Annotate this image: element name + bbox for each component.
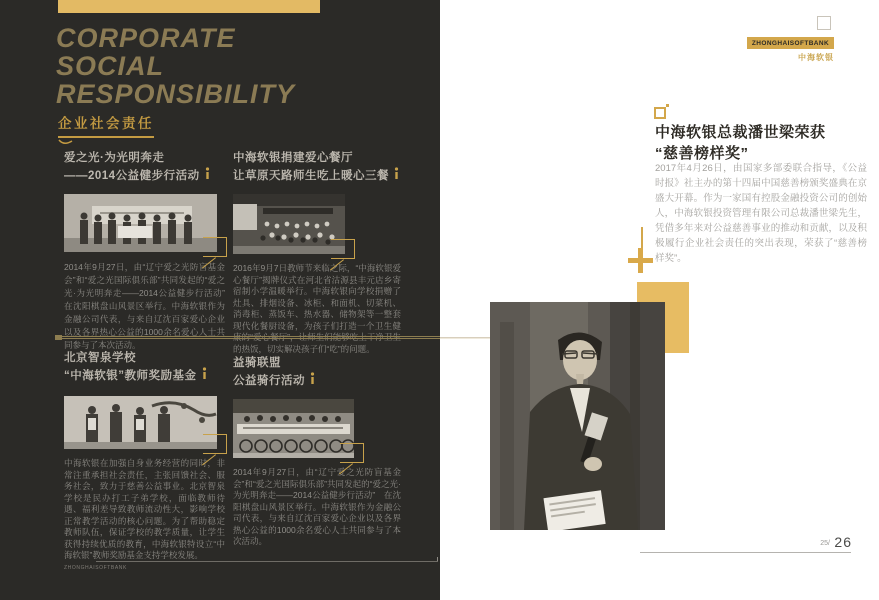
- photo-canteen-image: [233, 194, 345, 254]
- article-teacher-fund: [64, 350, 225, 562]
- brand-badge-plate: ZHONGHAISOFTBANK: [747, 37, 834, 49]
- photo-corner-bracket-icon: [203, 434, 227, 454]
- article-marker-icon: [201, 367, 208, 385]
- page-title-line3: RESPONSIBILITY: [56, 79, 296, 109]
- photo-school-image: [64, 396, 217, 449]
- page-title-line1: CORPORATE: [56, 23, 236, 53]
- photo-walkathon-group: [64, 194, 217, 252]
- article-title-line2: 公益骑行活动: [233, 374, 305, 387]
- award-article-body: 2017年4月26日，由国家多部委联合指导，《公益时报》社主办的第十四届中国慈善榜颁奖盛典在京盛大开幕。作为一家国有控股金融投资公司的创始人，中海软银投资管理有限公司总裁潘世梁先生，凭借多年来对公益慈善事业的推动和贡献，以及积极履行企业社会责任的突出表现，荣获了“慈善榜样奖”。: [655, 163, 867, 264]
- photo-corner-bracket-icon: [331, 239, 355, 259]
- article-title-line1: 益骑联盟: [233, 357, 281, 369]
- article-marker-icon: [204, 167, 211, 185]
- article-canteen: [233, 150, 401, 355]
- article-title-line1: 爱之光·为光明奔走: [64, 152, 165, 164]
- left-page-footer: [64, 556, 440, 571]
- brand-badge: [747, 37, 834, 63]
- photo-cycling-image: [233, 399, 354, 458]
- article-title-line2: “中海软银”教师奖励基金: [64, 369, 197, 382]
- page-subtitle-text: 企业社会责任: [58, 112, 154, 138]
- footer-rule: [96, 561, 438, 562]
- article-cycling: [233, 355, 401, 548]
- photo-president-speaking: [490, 302, 665, 530]
- article-body: 2016年9月7日教师节来临之际，“中海软银爱心餐厅”揭牌仪式在河北省沽源县丰元店乡寄宿制小学温暖举行。中海软银向学校捐赠了灶具、排烟设备、冰柜、和面机、切菜机、消毒柜、蒸饭车、热水器、储物架等一整套现代化餐厨设备，为孩子们打造一个卫生健康的“爱心餐厅”，让师生们能够吃上干净卫生的热饭，切实解决孩子们“吃”的问题。: [233, 263, 401, 354]
- subtitle-flourish-icon: [58, 139, 74, 146]
- article-body: 中海软银在加强自身业务经营的同时，非常注重承担社会责任，主张回馈社会、服务社会，致力于慈善公益事业。北京智泉学校是民办打工子弟学校，面临教师待遇、福利差导致教师流动性大，影响学校正常教学活动的核心问题。为了帮助稳定教师队伍，保证学校的教学质量，让学生获得持续优质的教育，中海软银特设立“中海软银”教师奖励基金支持学校发展。: [64, 458, 225, 560]
- article-marker-icon: [393, 167, 400, 185]
- page-title: [56, 24, 295, 108]
- article-title-line1: 中海软银捐建爱心餐厅: [233, 152, 353, 164]
- article-title-line1: 北京智泉学校: [64, 352, 136, 364]
- article-title: [233, 150, 401, 184]
- award-title-line2: “慈善榜样奖”: [655, 145, 749, 162]
- page-title-line2: SOCIAL: [56, 51, 165, 81]
- photo-cycling-group: [233, 399, 354, 458]
- article-marker-icon: [309, 372, 316, 390]
- corner-square-icon: [817, 16, 831, 30]
- photo-walkathon-image: [64, 194, 217, 252]
- gutter-rule: [440, 337, 490, 339]
- award-title-line1: 中海软银总裁潘世梁荣获: [655, 124, 826, 141]
- page-number: [820, 534, 852, 552]
- article-title: [64, 150, 225, 184]
- photo-president-image: [490, 302, 665, 530]
- article-title: [64, 350, 225, 384]
- photo-school-ceremony: [64, 396, 217, 449]
- plus-accent-icon: [628, 248, 653, 273]
- article-body: 2014年9月27日，由“辽宁爱之光防盲基金会”和“爱之光国际俱乐部”共同发起的“爱之光·为光明奔走——2014公益健步行活动” 在沈阳棋盘山风景区举行。中海软银作为金融公司代表，与来自辽沈百家爱心企业以及各界热心公益的1000余名爱心人士共同参与了本次活动。: [233, 467, 401, 546]
- article-walkathon: [64, 150, 234, 352]
- award-article-title: [655, 122, 826, 164]
- photo-corner-bracket-icon: [203, 237, 227, 257]
- right-page: [440, 0, 879, 600]
- brand-badge-cn: 中海软银: [798, 53, 834, 62]
- top-accent-bar: [58, 0, 320, 13]
- article-body: 2014年9月27日，由“辽宁爱之光防盲基金会”和“爱之光国际俱乐部”共同发起的“爱之光·为光明奔走——2014公益健步行活动” 在沈阳棋盘山风景区举行。中海软银作为金融公司代表，与来自辽沈百家爱心企业以及各界热心公益的1000余名爱心人士共同参与了本次活动。: [64, 262, 234, 350]
- article-title: [233, 355, 401, 389]
- article-title-line2: ——2014公益健步行活动: [64, 169, 200, 182]
- footer-brand-text: ZHONGHAISOFTBANK: [64, 565, 127, 571]
- page-subtitle: [58, 112, 154, 146]
- page-number-value: 26: [834, 534, 852, 550]
- article-title-line2: 让草原天路师生吃上暖心三餐: [233, 169, 389, 182]
- section-divider: [55, 336, 440, 339]
- gold-tick-accent: [641, 227, 643, 248]
- photo-corner-bracket-icon: [340, 443, 364, 463]
- photo-canteen-interior: [233, 194, 345, 254]
- section-square-icon: [654, 107, 666, 119]
- page-number-prefix: 25/: [820, 540, 830, 547]
- page-number-rule: [640, 552, 851, 553]
